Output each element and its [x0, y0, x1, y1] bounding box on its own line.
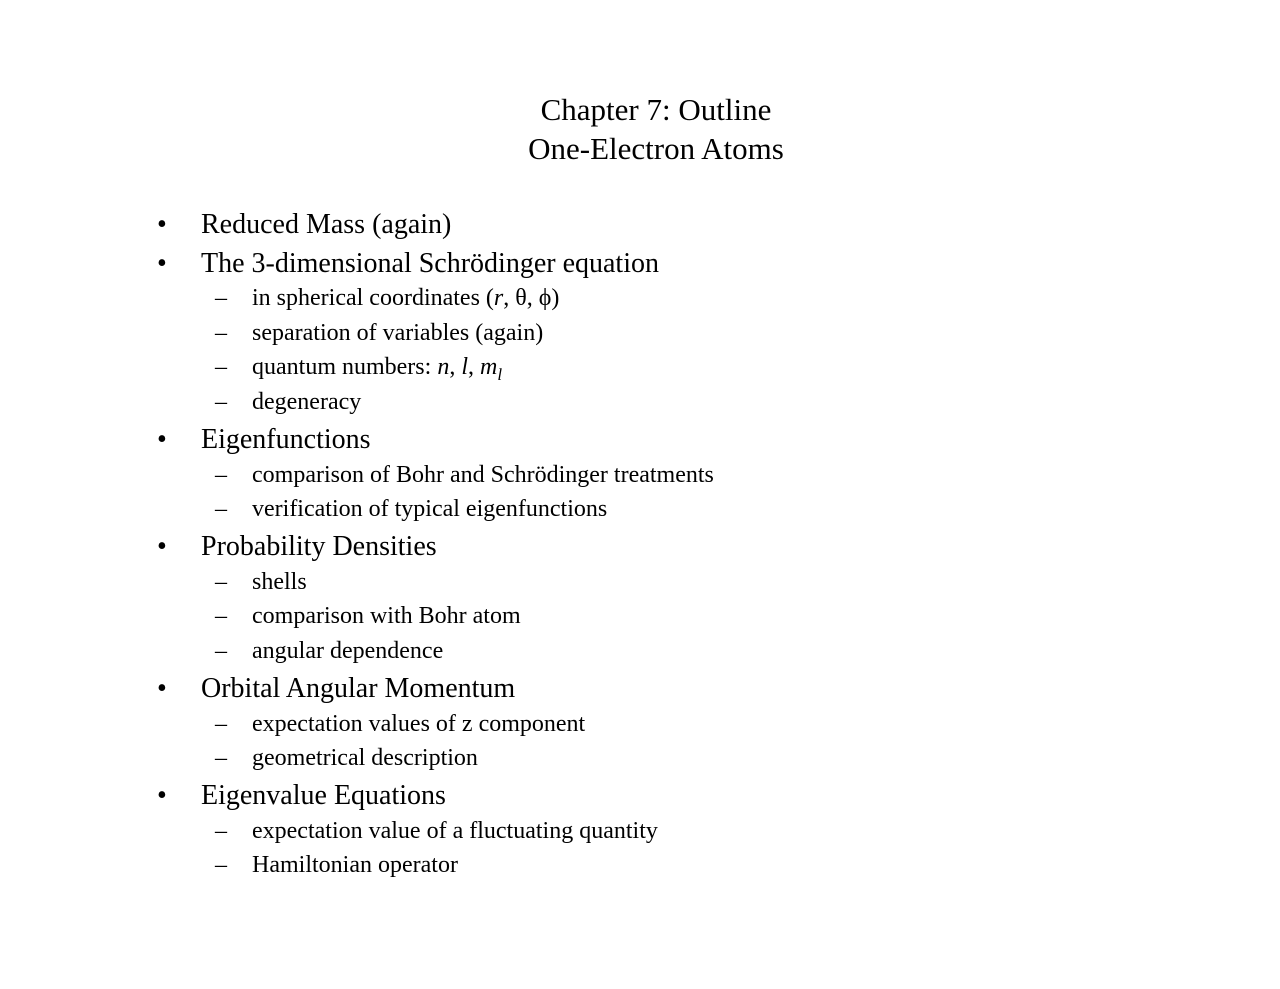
- outline-item: [157, 248, 659, 280]
- title-line-2: One-Electron Atoms: [528, 131, 784, 166]
- subitem-text: separation of variables (again): [252, 320, 544, 346]
- dash-marker: –: [215, 818, 227, 844]
- outline-subitem: [215, 852, 458, 879]
- dash-marker: –: [215, 745, 227, 771]
- subitem-text: verification of typical eigenfunctions: [252, 496, 608, 522]
- outline-subitem: [215, 603, 521, 630]
- subitem-text: geometrical description: [252, 745, 478, 771]
- dash-marker: –: [215, 569, 227, 595]
- subitem-text: Hamiltonian operator: [252, 852, 458, 878]
- outline-item: [157, 209, 452, 241]
- outline-item: [157, 531, 437, 563]
- comma: ,: [467, 354, 480, 380]
- subitem-text: quantum numbers:: [252, 354, 438, 380]
- outline-subitem: [215, 569, 307, 596]
- outline-subitem: [215, 389, 362, 416]
- outline-subitem: [215, 320, 544, 347]
- symbol-l: l: [461, 354, 468, 380]
- bullet-marker: •: [157, 248, 167, 279]
- bullet-marker: •: [157, 209, 167, 240]
- outline-subitem: [215, 462, 714, 489]
- outline-item: [157, 673, 516, 705]
- dash-marker: –: [215, 496, 227, 522]
- outline-subitem: [215, 638, 444, 665]
- subitem-text: comparison of Bohr and Schrödinger treatments: [252, 462, 714, 488]
- outline-subitem: [215, 496, 608, 523]
- dash-marker: –: [215, 603, 227, 629]
- symbol-m-subscript: l: [497, 364, 503, 384]
- dash-marker: –: [215, 852, 227, 878]
- dash-marker: –: [215, 285, 227, 311]
- bullet-marker: •: [157, 424, 167, 455]
- outline-item-label: Reduced Mass (again): [201, 209, 452, 240]
- outline-item-label: Eigenvalue Equations: [201, 780, 446, 811]
- outline-subitem: [215, 285, 560, 312]
- dash-marker: –: [215, 711, 227, 737]
- symbol-m: m: [479, 354, 498, 380]
- outline-subitem: [215, 711, 586, 738]
- outline-item: [157, 780, 446, 812]
- outline-item-label: Eigenfunctions: [201, 424, 371, 455]
- page-title: [0, 90, 1280, 168]
- dash-marker: –: [215, 389, 227, 415]
- subitem-text: angular dependence: [252, 638, 444, 664]
- outline-subitem: [215, 745, 478, 772]
- bullet-marker: •: [157, 673, 167, 704]
- symbol-r: r: [493, 285, 504, 311]
- subitem-text: in spherical coordinates (: [252, 285, 494, 311]
- subitem-text: shells: [252, 569, 307, 595]
- dash-marker: –: [215, 320, 227, 346]
- bullet-marker: •: [157, 780, 167, 811]
- outline-item: [157, 424, 371, 456]
- outline-subitem: [215, 354, 503, 385]
- outline-item-label: Probability Densities: [201, 531, 437, 562]
- outline-subitem: [215, 818, 658, 845]
- outline-item-label: The 3-dimensional Schrödinger equation: [201, 248, 659, 279]
- symbol-n: n: [437, 354, 450, 380]
- subitem-text: expectation values of z component: [252, 711, 586, 737]
- dash-marker: –: [215, 354, 227, 380]
- dash-marker: –: [215, 638, 227, 664]
- subitem-text: degeneracy: [252, 389, 362, 415]
- bullet-marker: •: [157, 531, 167, 562]
- outline-item-label: Orbital Angular Momentum: [201, 673, 516, 704]
- title-line-1: Chapter 7: Outline: [540, 92, 772, 127]
- subitem-text: comparison with Bohr atom: [252, 603, 521, 629]
- comma: ,: [449, 354, 462, 380]
- subitem-text-rest: , θ, ϕ): [503, 285, 560, 311]
- subitem-text: expectation value of a fluctuating quantity: [252, 818, 658, 844]
- dash-marker: –: [215, 462, 227, 488]
